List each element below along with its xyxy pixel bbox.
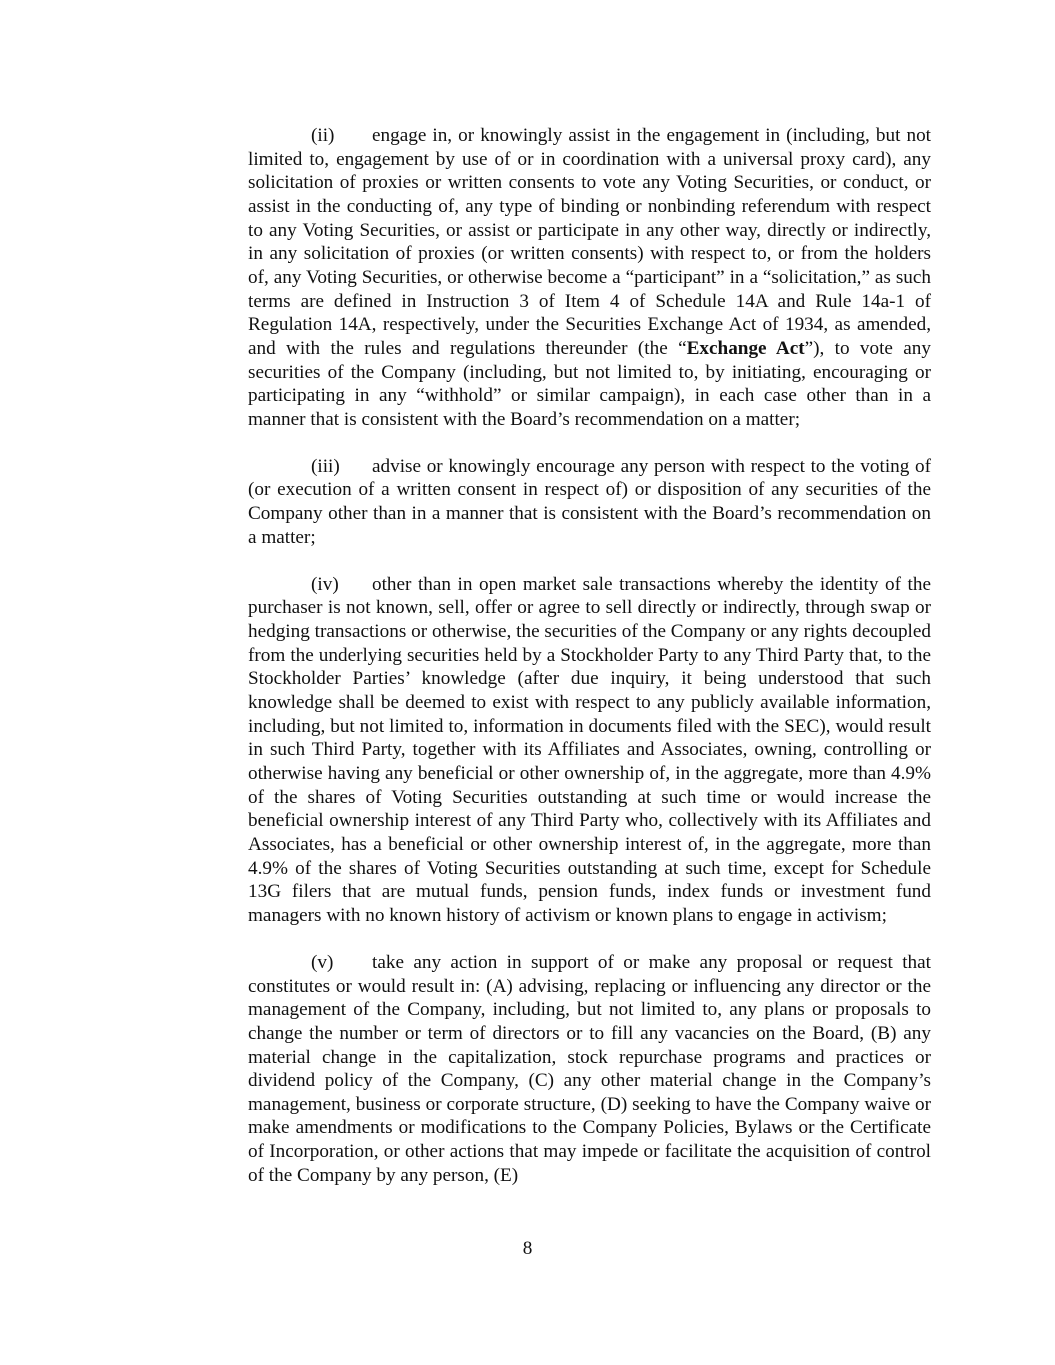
paragraph-number: (iii) bbox=[311, 455, 340, 477]
paragraph-text: ”), to vote any securities of the Company (including, but not limited to, by initiating, encouraging or participating in any “withhold” or similar campaign), in each case other than in a manner that is consistent with the Board’s recommendation on a matter; bbox=[248, 337, 931, 430]
paragraph-number: (v) bbox=[311, 951, 334, 973]
defined-term: Exchange Act bbox=[686, 337, 805, 359]
paragraph-text: take any action in support of or make any proposal or request that constitutes or would result in: (A) advising, replacing or influencing any director or the management of the Company, including, but not limited to, any plans or proposals to change the number or term of directors or to fill any vacancies on the Board, (B) any material change in the capitalization, stock repurchase programs and practices or dividend policy of the Company, (C) any other material change in the Company’s management, business or corporate structure, (D) seeking to have the Company waive or make amendments or modifications to the Company Policies, Bylaws or the Certificate of Incorporation, or other actions that may impede or facilitate the acquisition of control of the Company by any person, (E) bbox=[248, 951, 931, 1186]
paragraph-number: (iv) bbox=[311, 573, 339, 595]
paragraph-number: (ii) bbox=[311, 125, 335, 146]
paragraph-ii bbox=[248, 124, 931, 432]
paragraph-v bbox=[248, 951, 931, 1188]
paragraph-text: engage in, or knowingly assist in the engagement in (including, but not limited to, engagement by use of or in coordination with a universal proxy card), any solicitation of proxies or written consents to vote any Voting Securities, or conduct, or assist in the conducting of, any type of binding or nonbinding referendum with respect to any Voting Securities, or assist or participate in any other way, directly or indirectly, in any solicitation of proxies (or written consents) with respect to, or from the holders of, any Voting Securities, or otherwise become a “participant” in a “solicitation,” as such terms are defined in Instruction 3 of Item 4 of Schedule 14A and Rule 14a-1 of Regulation 14A, respectively, under the Securities Exchange Act of 1934, as amended, and with the rules and regulations thereunder (the “ bbox=[248, 125, 931, 359]
paragraph-text: advise or knowingly encourage any person with respect to the voting of (or execution of a written consent in respect of) or disposition of any securities of the Company other than in a manner that is consistent with the Board’s recommendation on a matter; bbox=[248, 455, 931, 548]
document-body bbox=[248, 124, 931, 1211]
paragraph-text: other than in open market sale transactions whereby the identity of the purchaser is not known, sell, offer or agree to sell directly or indirectly, through swap or hedging transactions or otherwise, the securities of the Company or any rights decoupled from the underlying securities held by a Stockholder Party to any Third Party that, to the Stockholder Parties’ knowledge (after due inquiry, it being understood that such knowledge shall be deemed to exist with respect to any publicly available information, including, but not limited to, information in documents filed with the SEC), would result in such Third Party, together with its Affiliates and Associates, owning, controlling or otherwise having any beneficial or other ownership of, in the aggregate, more than 4.9% of the shares of Voting Securities outstanding at such time or would increase the beneficial ownership interest of any Third Party who, collectively with its Affiliates and Associates, has a beneficial or other ownership interest of, in the aggregate, more than 4.9% of the shares of Voting Securities outstanding at such time, except for Schedule 13G filers that are mutual funds, pension funds, index funds or investment fund managers with no known history of activism or known plans to engage in activism; bbox=[248, 573, 931, 926]
paragraph-iv bbox=[248, 573, 931, 928]
page-number: 8 bbox=[522, 1238, 533, 1259]
paragraph-iii bbox=[248, 455, 931, 550]
